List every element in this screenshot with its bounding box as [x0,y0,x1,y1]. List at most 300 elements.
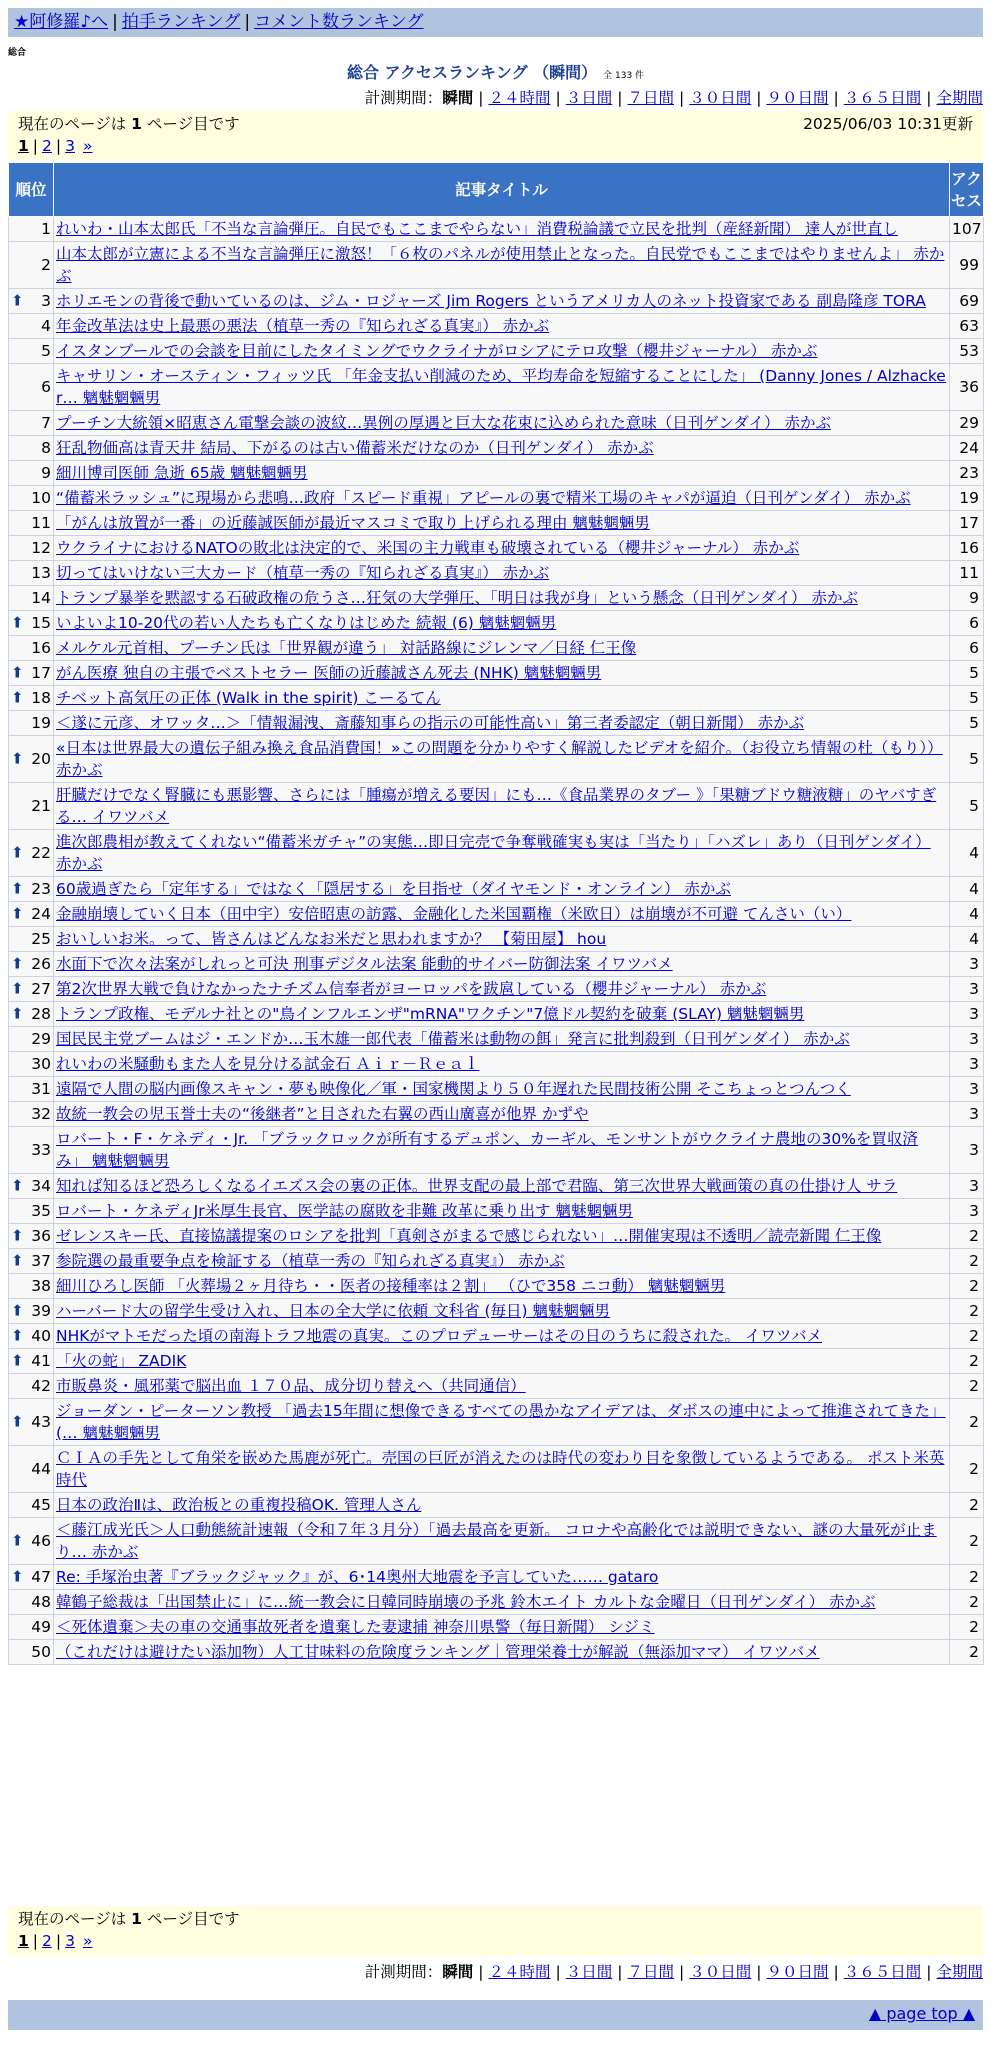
table-row [9,1374,984,1399]
table-row [9,1299,984,1324]
page-3-link[interactable]: 3 [65,137,76,155]
article-link[interactable]: “備蓄米ラッシュ”に現場から悲鳴…政府「スピード重視」アピールの裏で精米工場のキャパが逼迫（日刊ゲンダイ） 赤かぶ [56,489,911,507]
page-title [0,60,991,83]
rank-number: 5 [41,342,51,360]
rank-cell [9,339,54,364]
next-page-link[interactable]: » [83,137,93,155]
header-access: アクセス [950,163,984,217]
access-count: 9 [950,586,984,611]
article-link[interactable]: ＣＩＡの手先として角栄を嵌めた馬鹿が死亡。売国の巨匠が消えたのは時代の変わり目を象徴しているようである。 ポスト米英時代 [56,1449,945,1489]
table-row [9,1274,984,1299]
rank-cell [9,1446,54,1493]
top-nav [8,8,983,37]
table-row [9,1249,984,1274]
table-row [9,1518,984,1565]
rank-number: 29 [31,1030,51,1048]
period-current: 瞬間 [442,1963,474,1981]
article-link[interactable]: ゼレンスキー氏、直接協議提案のロシアを批判「真剣さがまるで感じられない」…開催実現は不透明／読売新聞 仁王像 [56,1227,882,1245]
rank-number: 37 [31,1252,51,1270]
rank-number: 35 [31,1202,51,1220]
article-link[interactable]: おいしいお米。って、皆さんはどんなお米だと思われますか？ 【菊田屋】 hou [56,930,607,948]
access-count: 3 [950,1002,984,1027]
access-count: 2 [950,1565,984,1590]
table-row [9,1127,984,1174]
access-count: 23 [950,461,984,486]
rank-number: 7 [41,414,51,432]
page-3-link[interactable]: 3 [65,1932,76,1950]
article-link[interactable]: «日本は世界最大の遺伝子組み換え食品消費国！»この問題を分かりやすく解説したビデオを紹介。（お役立ち情報の杜（もり）） 赤かぶ [56,739,943,779]
table-row [9,1199,984,1224]
rank-number: 11 [31,514,51,532]
access-count: 5 [950,686,984,711]
period-365d-link[interactable]: ３６５日間 [843,89,922,107]
access-count: 2 [950,1493,984,1518]
article-link[interactable]: トランプ政権、モデルナ社との"鳥インフルエンザ"mRNA"ワクチン"7億ドル契約を破棄 (SLAY) 魑魅魍魎男 [56,1005,805,1023]
rank-cell [9,289,54,314]
rank-up-arrow-icon: ⬆ [11,879,24,898]
title-cell [54,461,950,486]
rank-cell [9,1590,54,1615]
article-link[interactable]: れいわの米騒動もまた人を見分ける試金石 Ａｉｒ－Ｒｅａｌ [56,1055,480,1073]
article-link[interactable]: ハーバード大の留学生受け入れ、日本の全大学に依頼 文科省 (毎日) 魑魅魍魎男 [56,1302,611,1320]
rank-cell [9,364,54,411]
article-link[interactable]: 第2次世界大戦で負けなかったナチズム信奉者がヨーロッパを跋扈している（櫻井ジャーナル） 赤かぶ [56,980,767,998]
article-link[interactable]: 細川ひろし医師 「火葬場２ヶ月待ち・・医者の接種率は２割」 （ひで358 ニコ動） 魑魅魍魎男 [56,1277,726,1295]
rank-number: 2 [41,256,51,274]
table-row [9,711,984,736]
title-cell [54,1002,950,1027]
rank-cell [9,1002,54,1027]
rank-up-arrow-icon: ⬆ [11,1412,24,1431]
rank-number: 34 [31,1177,51,1195]
article-link[interactable]: イスタンブールでの会談を目前にしたタイミングでウクライナがロシアにテロ攻撃（櫻井ジャーナル） 赤かぶ [56,342,818,360]
access-count: 2 [950,1399,984,1446]
rank-up-arrow-icon: ⬆ [11,291,24,310]
rank-number: 27 [31,980,51,998]
period-365d-link[interactable]: ３６５日間 [843,1963,922,1981]
article-link[interactable]: 市販鼻炎・風邪薬で脳出血 １７０品、成分切り替えへ（共同通信） [56,1377,526,1395]
access-count: 4 [950,877,984,902]
footer-bar [8,2000,983,2030]
title-cell [54,364,950,411]
title-cell [54,1374,950,1399]
article-link[interactable]: Re: 手塚治虫著『ブラックジャック』が、6･14奥州大地震を予言していた…… gataro [56,1568,659,1586]
table-row [9,436,984,461]
rank-number: 45 [31,1496,51,1514]
article-link[interactable]: ロバート・ケネディJr米厚生長官、医学誌の腐敗を非難 改革に乗り出す 魑魅魍魎男 [56,1202,633,1220]
title-cell [54,242,950,289]
table-row [9,364,984,411]
access-count: 4 [950,830,984,877]
title-cell [54,217,950,242]
article-link[interactable]: 切ってはいけない三大カード（植草一秀の『知られざる真実』） 赤かぶ [56,564,550,582]
title-cell [54,339,950,364]
rank-number: 17 [31,664,51,682]
rank-cell [9,1324,54,1349]
title-cell [54,1052,950,1077]
rank-number: 6 [41,378,51,396]
rank-up-arrow-icon: ⬆ [11,663,24,682]
access-count: 2 [950,1374,984,1399]
access-count: 6 [950,611,984,636]
article-link[interactable]: ホリエモンの背後で動いているのは、ジム・ロジャーズ Jim Rogers というアメリカ人のネット投資家である 副島隆彦 TORA [56,292,926,310]
article-link[interactable]: 故統一教会の児玉誉士夫の“後継者”と目された右翼の西山廣喜が他界 かずや [56,1105,589,1123]
rank-cell [9,830,54,877]
page-current: 1 [18,1932,29,1950]
table-row [9,661,984,686]
article-link[interactable]: ＜遂に元彦、オワッタ…＞「情報漏洩、斎藤知事らの指示の可能性高い」第三者委認定（朝日新聞） 赤かぶ [56,714,805,732]
access-count: 3 [950,1199,984,1224]
rank-number: 36 [31,1227,51,1245]
article-link[interactable]: メルケル元首相、プーチン氏は「世界観が違う」 対話路線にジレンマ／日経 仁王像 [56,639,637,657]
title-cell [54,486,950,511]
article-link[interactable]: 金融崩壊していく日本（田中宇）安倍昭恵の訪露、金融化した米国覇権（米欧日）は崩壊が不可避 てんさい（い） [56,905,852,923]
rank-cell [9,242,54,289]
rank-cell [9,1349,54,1374]
page-indicator: 現在のページは 1 ページ目です [18,115,240,133]
title-cell [54,1349,950,1374]
table-row [9,1399,984,1446]
table-row [9,736,984,783]
rank-cell [9,977,54,1002]
table-row [9,783,984,830]
period-3d-link[interactable]: ３日間 [565,89,613,107]
rank-number: 21 [31,797,51,815]
access-count: 2 [950,1224,984,1249]
article-link[interactable]: 細川博司医師 急逝 65歳 魑魅魍魎男 [56,464,308,482]
rank-cell [9,1199,54,1224]
table-row [9,1052,984,1077]
access-count: 5 [950,661,984,686]
rank-up-arrow-icon: ⬆ [11,979,24,998]
rank-up-arrow-icon: ⬆ [11,843,24,862]
rank-cell [9,1565,54,1590]
table-row [9,511,984,536]
table-row [9,1349,984,1374]
article-link[interactable]: キャサリン・オースティン・フィッツ氏 「年金支払い削減のため、平均寿命を短縮することにした」 (Danny Jones / Alzhacker… 魑魅魍魎男 [56,367,946,407]
rank-number: 47 [31,1568,51,1586]
title-cell [54,1199,950,1224]
title-cell [54,1249,950,1274]
rank-cell [9,1052,54,1077]
page-top-link[interactable]: ▲ page top ▲ [868,2004,975,2023]
title-cell [54,686,950,711]
article-link[interactable]: プーチン大統領×昭恵さん電撃会談の波紋…異例の厚遇と巨大な花束に込められた意味（日刊ゲンダイ） 赤かぶ [56,414,831,432]
table-row [9,1027,984,1052]
period-30d-link[interactable]: ３０日間 [689,1963,752,1981]
title-cell [54,1224,950,1249]
table-row [9,1615,984,1640]
period-24h-link[interactable]: ２４時間 [488,89,551,107]
rank-up-arrow-icon: ⬆ [11,1226,24,1245]
title-cell [54,1615,950,1640]
access-count: 17 [950,511,984,536]
title-cell [54,1493,950,1518]
rank-cell [9,486,54,511]
rank-number: 39 [31,1302,51,1320]
article-link[interactable]: 遠隔で人間の脳内画像スキャン・夢も映像化／軍・国家機関より５０年遅れた民間技術公開 そこちょっとつんつく [56,1080,851,1098]
nav-separator: | [112,12,118,32]
title-cell [54,636,950,661]
rank-number: 3 [41,292,51,310]
title-cell [54,436,950,461]
table-row [9,461,984,486]
nav-separator: | [244,12,251,32]
title-cell [54,830,950,877]
table-row [9,1565,984,1590]
article-link[interactable]: 進次郎農相が教えてくれない“備蓄米ガチャ”の実態…即日完売で争奪戦確実も実は「当たり」「ハズレ」あり（日刊ゲンダイ） 赤かぶ [56,833,931,873]
rank-cell [9,1374,54,1399]
rank-up-arrow-icon: ⬆ [11,1301,24,1320]
article-link[interactable]: れいわ・山本太郎氏「不当な言論弾圧。自民でもここまでやらない」消費税論議で立民を批判（産経新聞） 達人が世直し [56,220,898,238]
title-cell [54,1077,950,1102]
rank-number: 30 [31,1055,51,1073]
page-2-link[interactable]: 2 [42,137,52,155]
period-label: 計測期間： [364,89,443,107]
article-link[interactable]: 韓鶴子総裁は「出国禁止に」に…統一教会に日韓同時崩壊の予兆 鈴木エイト カルトな金曜日（日刊ゲンダイ） 赤かぶ [56,1593,876,1611]
rank-cell [9,411,54,436]
title-cell [54,1299,950,1324]
rank-cell [9,561,54,586]
period-selector-top: 計測期間：瞬間 | ２４時間 | ３日間 | ７日間 | ３０日間 | ９０日間 | ３６５日間 | 全期間 [364,89,983,107]
article-link[interactable]: 年金改革法は史上最悪の悪法（植草一秀の『知られざる真実』） 赤かぶ [56,317,550,335]
table-row [9,1324,984,1349]
article-link[interactable]: 参院選の最重要争点を検証する（植草一秀の『知られざる真実』） 赤かぶ [56,1252,565,1270]
rank-number: 13 [31,564,51,582]
table-row [9,536,984,561]
rank-number: 32 [31,1105,51,1123]
title-cell [54,1027,950,1052]
page-current: 1 [18,137,29,155]
article-link[interactable]: がん医療 独自の主張でベストセラー 医師の近藤誠さん死去 (NHK) 魑魅魍魎男 [56,664,602,682]
access-count: 3 [950,1077,984,1102]
title-cell [54,1324,950,1349]
access-count: 36 [950,364,984,411]
header-title: 記事タイトル [54,163,950,217]
rank-cell [9,1224,54,1249]
rank-number: 44 [31,1460,51,1478]
article-link[interactable]: チベット高気圧の正体 (Walk in the spirit) こーるてん [56,689,441,707]
article-link[interactable]: 狂乱物価高は青天井 結局、下がるのは古い備蓄米だけなのか（日刊ゲンダイ） 赤かぶ [56,439,654,457]
title-cell [54,661,950,686]
access-count: 16 [950,536,984,561]
title-cell [54,1640,950,1665]
title-cell [54,1174,950,1199]
article-link[interactable]: トランプ暴挙を黙認する石破政権の危うさ…狂気の大学弾圧、「明日は我が身」という懸念（日刊ゲンダイ） 赤かぶ [56,589,858,607]
article-link[interactable]: 「火の蛇」 ZADIK [56,1352,187,1370]
access-count: 5 [950,783,984,830]
article-link[interactable]: ＜死体遺棄＞夫の車の交通事故死者を遺棄した妻逮捕 神奈川県警（毎日新聞） シジミ [56,1618,655,1636]
period-7d-link[interactable]: ７日間 [627,89,674,107]
rank-number: 43 [31,1413,51,1431]
article-link[interactable]: 知れば知るほど恐ろしくなるイエズス会の裏の正体。世界支配の最上部で君臨、第三次世界大戦画策の真の仕掛け人 サラ [56,1177,898,1195]
access-count: 2 [950,1299,984,1324]
access-count: 2 [950,1518,984,1565]
rank-cell [9,736,54,783]
rank-number: 24 [31,905,51,923]
rank-cell [9,1127,54,1174]
access-count: 2 [950,1324,984,1349]
table-row [9,1590,984,1615]
rank-number: 20 [31,750,51,768]
period-3d-link[interactable]: ３日間 [565,1963,613,1981]
access-count: 29 [950,411,984,436]
rank-cell [9,686,54,711]
rank-cell [9,436,54,461]
title-cell [54,977,950,1002]
article-link[interactable]: 60歳過ぎたら「定年する」ではなく「隠居する」を目指せ（ダイヤモンド・オンライン） 赤かぶ [56,880,731,898]
access-count: 11 [950,561,984,586]
rank-up-arrow-icon: ⬆ [11,904,24,923]
rank-up-arrow-icon: ⬆ [11,749,24,768]
access-count: 3 [950,952,984,977]
rank-number: 1 [41,220,51,238]
title-cell [54,511,950,536]
rank-number: 38 [31,1277,51,1295]
article-link[interactable]: ウクライナにおけるNATOの敗北は決定的で、米国の主力戦車も破壊されている（櫻井ジャーナル） 赤かぶ [56,539,800,557]
article-link[interactable]: 水面下で次々法案がしれっと可決 刑事デジタル法案 能動的サイバー防御法案 イワツバメ [56,955,673,973]
table-row [9,830,984,877]
table-row [9,877,984,902]
article-link[interactable]: ＜藤江成光氏＞人口動態統計速報（令和７年３月分）「過去最高を更新。 コロナや高齢化では説明できない、謎の大量死が止まり… 赤かぶ [56,1521,937,1561]
category-label: 総合 [8,48,27,58]
clap-ranking-link[interactable]: 拍手ランキング [121,12,241,32]
rank-number: 16 [31,639,51,657]
rank-number: 33 [31,1141,51,1159]
article-link[interactable]: （これだけは避けたい添加物）人工甘味料の危険度ランキング｜管理栄養士が解説（無添加ママ） イワツバメ [56,1643,820,1661]
rank-cell [9,1174,54,1199]
title-cell [54,561,950,586]
article-link[interactable]: 山本太郎が立憲による不当な言論弾圧に激怒！「６枚のパネルが使用禁止となった。自民党でもここまではやりませんよ」 赤かぶ [56,245,945,285]
table-row [9,977,984,1002]
period-30d-link[interactable]: ３０日間 [689,89,752,107]
table-row [9,314,984,339]
access-count: 3 [950,1102,984,1127]
table-row [9,611,984,636]
access-count: 2 [950,1349,984,1374]
rank-cell [9,1077,54,1102]
table-row [9,411,984,436]
comment-ranking-link[interactable]: コメント数ランキング [254,12,424,32]
title-cell [54,1127,950,1174]
period-label: 計測期間： [364,1963,443,1981]
rank-number: 10 [31,489,51,507]
rank-number: 49 [31,1618,51,1636]
article-link[interactable]: 日本の政治Ⅱは、政治板との重複投稿OK. 管理人さん [56,1496,422,1514]
access-count: 4 [950,902,984,927]
rank-up-arrow-icon: ⬆ [11,1531,24,1550]
access-count: 5 [950,711,984,736]
table-row [9,902,984,927]
rank-cell [9,902,54,927]
rank-cell [9,536,54,561]
access-count: 63 [950,314,984,339]
table-row [9,1102,984,1127]
period-all-link[interactable]: 全期間 [936,1963,983,1981]
rank-cell [9,1274,54,1299]
rank-cell [9,1249,54,1274]
article-link[interactable]: 肝臓だけでなく腎臓にも悪影響、さらには「腫瘍が増える要因」にも…《食品業界のタブー 》「果糖ブドウ糖液糖」のヤバすぎる… イワツバメ [56,786,937,826]
rank-number: 12 [31,539,51,557]
page-indicator: 現在のページは 1 ページ目です [18,1910,240,1928]
access-count: 2 [950,1590,984,1615]
table-row [9,636,984,661]
rank-cell [9,1640,54,1665]
article-link[interactable]: 国民民主党ブームはジ・エンドか…玉木雄一郎代表「備蓄米は動物の餌」発言に批判殺到（日刊ゲンダイ） 赤かぶ [56,1030,850,1048]
rank-cell [9,927,54,952]
rank-cell [9,783,54,830]
rank-cell [9,511,54,536]
period-90d-link[interactable]: ９０日間 [766,89,829,107]
pager-bottom [8,1906,983,1956]
title-cell [54,411,950,436]
title-cell [54,783,950,830]
rank-cell [9,1399,54,1446]
access-count: 2 [950,1249,984,1274]
rank-cell [9,1102,54,1127]
rank-number: 18 [31,689,51,707]
next-page-link[interactable]: » [83,1932,93,1950]
page-2-link[interactable]: 2 [42,1932,52,1950]
period-24h-link[interactable]: ２４時間 [488,1963,551,1981]
article-link[interactable]: ジョーダン・ピーターソン教授 「過去15年間に想像できるすべての愚かなアイデアは、ダボスの連中によって推進されてきた」 (… 魑魅魍魎男 [56,1402,946,1442]
rank-number: 4 [41,317,51,335]
rank-cell [9,1518,54,1565]
article-link[interactable]: ロバート・F・ケネディ・Jr. 「ブラックロックが所有するデュポン、カーギル、モンサントがウクライナ農地の30%を買収済み」 魑魅魍魎男 [56,1130,918,1170]
title-cell [54,1590,950,1615]
period-all-link[interactable]: 全期間 [936,89,983,107]
rank-number: 19 [31,714,51,732]
access-count: 53 [950,339,984,364]
table-row [9,1640,984,1665]
pager-top [8,111,983,161]
rank-cell [9,461,54,486]
table-row [9,1077,984,1102]
article-link[interactable]: NHKがマトモだった頃の南海トラフ地震の真実。このプロデューサーはその日のうちに殺された。 イワツバメ [56,1327,823,1345]
rank-cell [9,217,54,242]
access-count: 2 [950,1446,984,1493]
rank-cell [9,661,54,686]
rank-up-arrow-icon: ⬆ [11,688,24,707]
title-cell [54,1102,950,1127]
rank-number: 48 [31,1593,51,1611]
rank-up-arrow-icon: ⬆ [11,613,24,632]
rank-number: 22 [31,844,51,862]
title-cell [54,1399,950,1446]
total-count: 全 133 件 [603,71,645,81]
access-count: 24 [950,436,984,461]
rank-number: 46 [31,1532,51,1550]
article-link[interactable]: 「がんは放置が一番」の近藤誠医師が最近マスコミで取り上げられる理由 魑魅魍魎男 [56,514,650,532]
table-row [9,927,984,952]
title-cell [54,611,950,636]
rank-up-arrow-icon: ⬆ [11,1251,24,1270]
period-7d-link[interactable]: ７日間 [627,1963,674,1981]
rank-number: 41 [31,1352,51,1370]
title-cell [54,314,950,339]
rank-number: 50 [31,1643,51,1661]
table-row [9,586,984,611]
title-cell [54,586,950,611]
title-cell [54,536,950,561]
table-row [9,1493,984,1518]
home-link[interactable]: ★阿修羅♪へ [14,12,109,32]
pagination: 1 | 2 | 3 » [18,137,93,155]
period-90d-link[interactable]: ９０日間 [766,1963,829,1981]
article-link[interactable]: いよいよ10-20代の若い人たちも亡くなりはじめた 続報 (6) 魑魅魍魎男 [56,614,557,632]
table-row [9,1446,984,1493]
access-count: 5 [950,736,984,783]
